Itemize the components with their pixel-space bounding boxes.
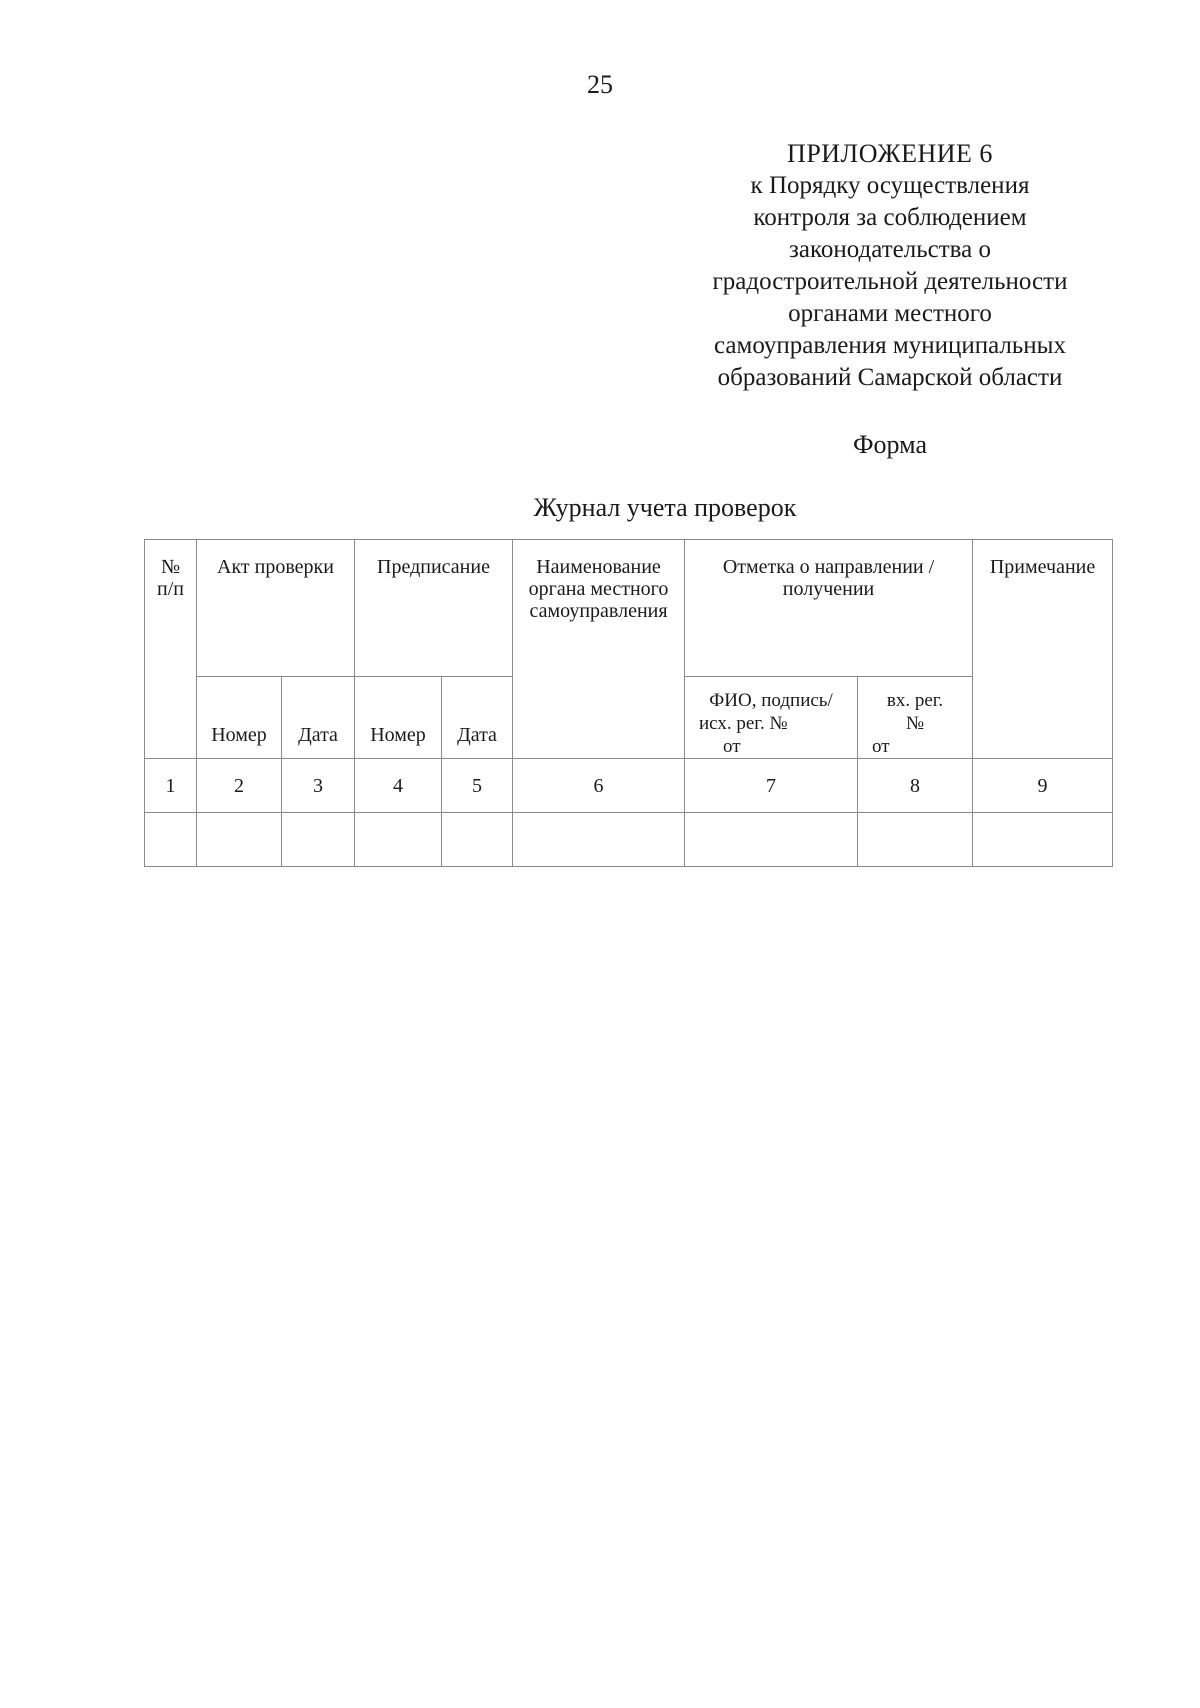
subheader-cell-prescription-number xyxy=(355,677,442,759)
header-cell-mark xyxy=(685,540,973,677)
empty-cell xyxy=(197,813,282,867)
header-cell-act xyxy=(197,540,355,677)
appendix-line: законодательства о xyxy=(789,236,991,263)
header-text: Наименование xyxy=(536,556,661,578)
empty-cell xyxy=(685,813,858,867)
column-number-cell: 8 xyxy=(858,759,973,813)
header-text: исх. рег. № xyxy=(699,713,788,734)
journal-table xyxy=(144,539,1113,867)
form-label: Форма xyxy=(853,430,927,459)
column-number-cell: 3 xyxy=(282,759,355,813)
column-number-cell: 5 xyxy=(442,759,513,813)
empty-cell xyxy=(355,813,442,867)
journal-title: Журнал учета проверок xyxy=(533,493,797,522)
empty-cell xyxy=(973,813,1113,867)
header-text: ФИО, подпись/ xyxy=(709,690,833,711)
appendix-line: самоуправления муниципальных xyxy=(714,332,1066,359)
header-text: Номер xyxy=(370,724,426,746)
appendix-block xyxy=(660,137,1120,394)
column-number-cell: 7 xyxy=(685,759,858,813)
header-text: Номер xyxy=(211,724,267,746)
header-text: органа местного xyxy=(528,578,669,600)
empty-cell xyxy=(442,813,513,867)
header-text: самоуправления xyxy=(529,600,668,622)
header-text: Акт проверки xyxy=(217,556,334,578)
appendix-line: органами местного xyxy=(788,300,992,327)
appendix-line: образований Самарской области xyxy=(717,364,1063,391)
appendix-line: контроля за соблюдением xyxy=(753,204,1027,231)
header-text: № xyxy=(160,556,181,578)
header-cell-number xyxy=(145,540,197,759)
empty-cell xyxy=(145,813,197,867)
column-number-cell: 9 xyxy=(973,759,1113,813)
header-text: получении xyxy=(782,578,875,600)
header-cell-authority xyxy=(513,540,685,759)
header-cell-prescription xyxy=(355,540,513,677)
header-text: Примечание xyxy=(989,556,1096,578)
subheader-cell-prescription-date xyxy=(442,677,513,759)
appendix-title: ПРИЛОЖЕНИЕ 6 xyxy=(787,139,993,168)
empty-cell xyxy=(282,813,355,867)
table-header-row xyxy=(145,540,1113,677)
header-text: от xyxy=(872,736,890,757)
column-number-cell: 4 xyxy=(355,759,442,813)
header-text: п/п xyxy=(157,578,184,600)
appendix-line: к Порядку осуществления xyxy=(750,172,1030,199)
empty-cell xyxy=(513,813,685,867)
header-text: от xyxy=(723,736,741,757)
subheader-cell-incoming xyxy=(858,677,973,759)
column-number-cell: 6 xyxy=(513,759,685,813)
header-text: вх. рег. xyxy=(886,690,944,711)
header-cell-note xyxy=(973,540,1113,759)
header-text: Дата xyxy=(457,724,497,746)
appendix-line: градостроительной деятельности xyxy=(712,268,1068,295)
header-text: № xyxy=(905,713,925,734)
table-row xyxy=(145,813,1113,867)
header-text: Отметка о направлении / xyxy=(722,556,935,578)
column-number-cell: 2 xyxy=(197,759,282,813)
column-number-cell: 1 xyxy=(145,759,197,813)
header-text: Предписание xyxy=(377,556,490,578)
page-number: 25 xyxy=(587,70,613,99)
subheader-cell-act-date xyxy=(282,677,355,759)
column-number-row xyxy=(145,759,1113,813)
subheader-cell-fio xyxy=(685,677,858,759)
subheader-cell-act-number xyxy=(197,677,282,759)
empty-cell xyxy=(858,813,973,867)
header-text: Дата xyxy=(298,724,338,746)
